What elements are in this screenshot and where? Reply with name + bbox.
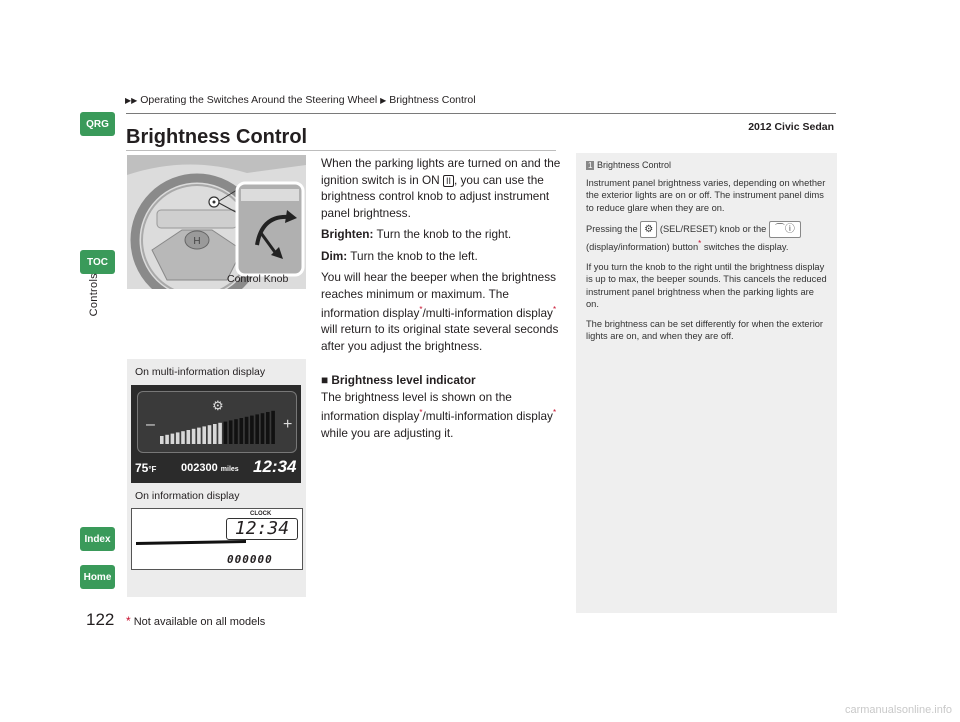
breadcrumb-item[interactable]: Brightness Control bbox=[389, 94, 476, 106]
fuel-gauge-line bbox=[136, 540, 246, 545]
brightness-bar bbox=[229, 420, 233, 444]
brightness-bar bbox=[271, 411, 275, 444]
info-display-caption: On information display bbox=[135, 490, 240, 502]
main-text bbox=[321, 155, 561, 446]
intro-paragraph: When the parking lights are turned on and the ignition switch is in ON II , you can use the brightness control knob to adjust instrument panel brightness. bbox=[321, 156, 561, 220]
breadcrumb-arrow-icon: ▶▶ bbox=[125, 96, 138, 105]
info-clock-time: 12:34 bbox=[234, 518, 290, 539]
brightness-bar bbox=[261, 413, 265, 444]
clock-display: 12:34 bbox=[253, 457, 297, 476]
steering-wheel-figure bbox=[127, 155, 306, 289]
brightness-bar bbox=[176, 432, 180, 444]
index-tab[interactable]: Index bbox=[80, 527, 115, 551]
plus-icon: + bbox=[283, 416, 293, 433]
brightness-bar bbox=[240, 418, 244, 444]
model-name: 2012 Civic Sedan bbox=[748, 121, 834, 133]
page-number: 122 bbox=[86, 610, 115, 629]
breadcrumb-arrow-icon: ▶ bbox=[380, 96, 387, 105]
brightness-panel bbox=[137, 391, 297, 453]
sidebar-paragraph: The brightness can be set differently for when the exterior lights are on, and when they are off. bbox=[586, 318, 824, 342]
brightness-bar bbox=[202, 426, 206, 444]
sidebar-paragraph: Pressing the ⚙ (SEL/RESET) knob or the ⌒ⓘ (display/information) button* switches the display. bbox=[586, 221, 829, 254]
toc-tab[interactable]: TOC bbox=[80, 250, 115, 274]
brightness-bar bbox=[255, 414, 259, 444]
brighten-paragraph: Brighten: Turn the knob to the right. bbox=[321, 227, 512, 241]
brightness-bar bbox=[266, 412, 270, 444]
brightness-bar bbox=[224, 422, 228, 444]
breadcrumb bbox=[125, 94, 476, 106]
control-knob-caption: Control Knob bbox=[227, 273, 289, 285]
sidebar-title: 1 Brightness Control bbox=[588, 160, 672, 170]
brightness-bar bbox=[181, 431, 185, 444]
watermark: carmanualsonline.info bbox=[844, 704, 952, 716]
brightness-bar bbox=[197, 428, 201, 444]
multi-display-caption: On multi-information display bbox=[135, 366, 266, 378]
outside-temperature: 75°F bbox=[135, 461, 157, 475]
title-rule bbox=[126, 150, 556, 151]
brightness-bar bbox=[234, 419, 238, 444]
brightness-level-bars bbox=[160, 408, 278, 444]
brightness-bar bbox=[192, 429, 196, 444]
beeper-paragraph: You will hear the beeper when the brightness reaches minimum or maximum. The information display*/multi-information display* will return to its original state several seconds after you adjust the brightness. bbox=[321, 270, 559, 353]
page-title: Brightness Control bbox=[126, 126, 308, 148]
svg-text:H: H bbox=[193, 236, 201, 247]
brightness-bar bbox=[208, 425, 212, 444]
display-figure bbox=[127, 359, 306, 597]
indicator-subheading: ■ Brightness level indicator bbox=[321, 373, 476, 388]
brightness-bar bbox=[160, 436, 164, 444]
clock-label: CLOCK bbox=[250, 511, 272, 517]
section-label: Controls bbox=[88, 273, 100, 317]
sidebar-paragraph: If you turn the knob to the right until the brightness display is up to max, the beeper sounds. This cancels the reduced instrument panel brightness when the parking lights are on. bbox=[586, 261, 827, 310]
brightness-bar bbox=[218, 423, 222, 444]
brightness-bar bbox=[171, 434, 175, 444]
information-display bbox=[131, 508, 303, 570]
brightness-icon: ⚙ bbox=[212, 398, 224, 413]
indicator-paragraph: The brightness level is shown on the information display*/multi-information display* while you are adjusting it. bbox=[321, 389, 557, 440]
footnote: * Not available on all models bbox=[126, 614, 266, 628]
display-information-button-icon: ⌒ⓘ bbox=[769, 221, 801, 238]
sidebar-note bbox=[576, 153, 837, 613]
brightness-bar bbox=[213, 424, 217, 444]
brightness-bar bbox=[165, 435, 169, 444]
ignition-position-key: II bbox=[443, 175, 454, 187]
header-rule bbox=[126, 113, 836, 114]
info-odometer: 000000 bbox=[227, 553, 273, 566]
info-clock-frame bbox=[226, 518, 298, 540]
dim-paragraph: Dim: Turn the knob to the left. bbox=[321, 248, 478, 263]
sel-reset-knob-icon: ⚙ bbox=[640, 221, 657, 238]
qrg-tab[interactable]: QRG bbox=[80, 112, 115, 136]
brightness-bar bbox=[250, 416, 254, 444]
multi-information-display bbox=[131, 385, 301, 483]
minus-icon: – bbox=[146, 416, 155, 433]
brightness-bar bbox=[245, 417, 249, 444]
steering-wheel-illustration bbox=[127, 155, 306, 289]
breadcrumb-item[interactable]: Operating the Switches Around the Steering Wheel bbox=[140, 94, 378, 106]
sidebar-paragraph: Instrument panel brightness varies, depending on whether the exterior lights are on or off. The instrument panel dims to reduce glare when they are on. bbox=[586, 177, 826, 213]
odometer: 002300 miles bbox=[181, 462, 239, 474]
brightness-bar bbox=[187, 430, 191, 444]
home-tab[interactable]: Home bbox=[80, 565, 115, 589]
